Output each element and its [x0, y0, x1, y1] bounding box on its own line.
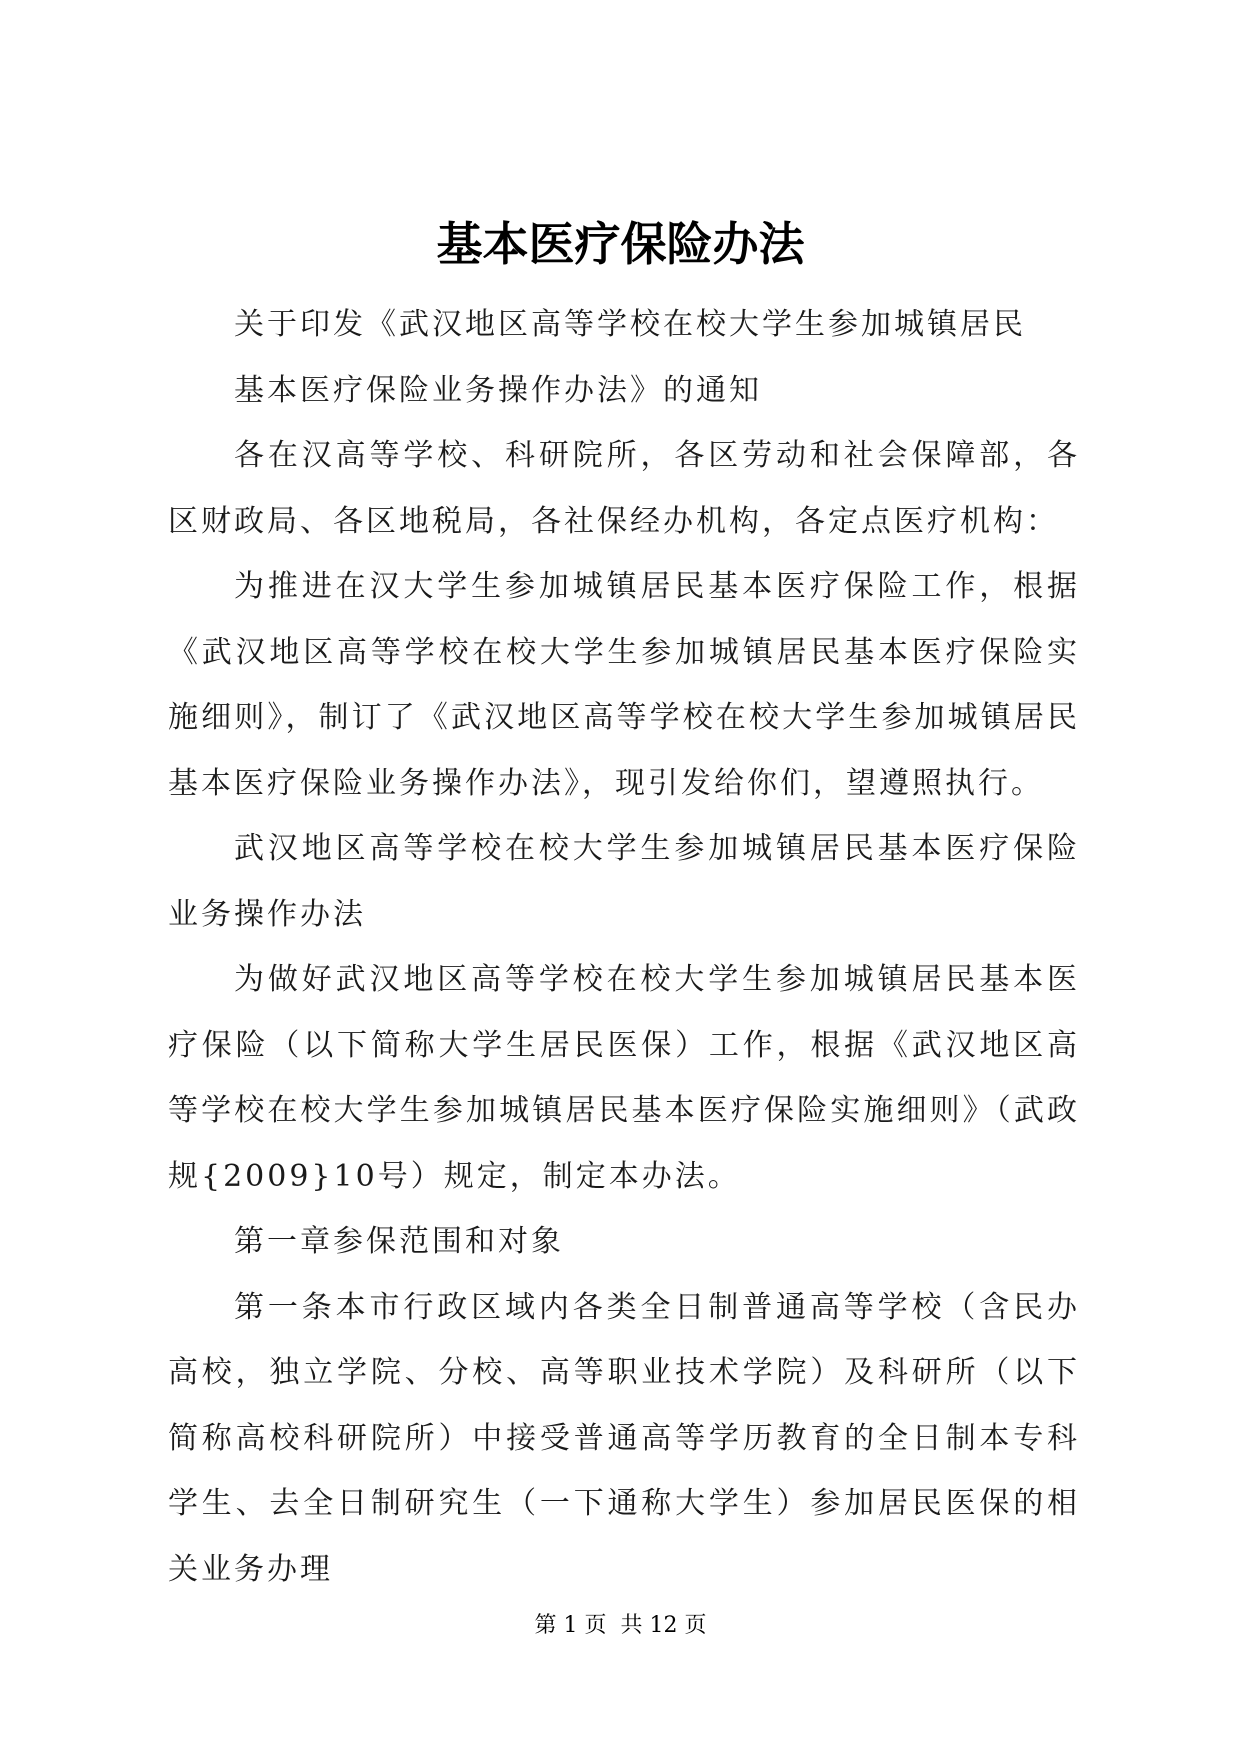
paragraph-notice-title-line2: 基本医疗保险业务操作办法》的通知 [234, 372, 762, 408]
paragraph-measures-title: 武汉地区高等学校在校大学生参加城镇居民基本医疗保险业务操作办法 [168, 831, 1080, 932]
paragraph-chapter-one: 第一章参保范围和对象 [234, 1224, 564, 1259]
page-number-label: 第 1 页 共 12 页 [534, 1613, 707, 1638]
paragraph-article-one: 第一条本市行政区域内各类全日制普通高等学校（含民办高校，独立学院、分校、高等职业技术学院）及科研所（以下简称高校科研院所）中接受普通高等学历教育的全日制本专科学生、去全日制研究生（一下通称大学生）参加居民医保的相关业务办理 [168, 1289, 1080, 1587]
paragraph-notice-title-line1: 关于印发《武汉地区高等学校在校大学生参加城镇居民 [234, 307, 1026, 342]
paragraph-preamble: 为做好武汉地区高等学校在校大学生参加城镇居民基本医疗保险（以下简称大学生居民医保）工作，根据《武汉地区高等学校在校大学生参加城镇居民基本医疗保险实施细则》（武政规{2009}10号）规定，制定本办法。 [168, 962, 1080, 1194]
document-body [168, 292, 1080, 1602]
paragraph-notice-body: 为推进在汉大学生参加城镇居民基本医疗保险工作，根据《武汉地区高等学校在校大学生参加城镇居民基本医疗保险实施细则》，制订了《武汉地区高等学校在校大学生参加城镇居民基本医疗保险业务操作办法》，现引发给你们，望遵照执行。 [168, 569, 1080, 801]
paragraph-recipients: 各在汉高等学校、科研院所，各区劳动和社会保障部，各区财政局、各区地税局，各社保经办机构，各定点医疗机构： [168, 438, 1080, 539]
page-footer [0, 1611, 1241, 1641]
document-title: 基本医疗保险办法 [436, 217, 805, 271]
